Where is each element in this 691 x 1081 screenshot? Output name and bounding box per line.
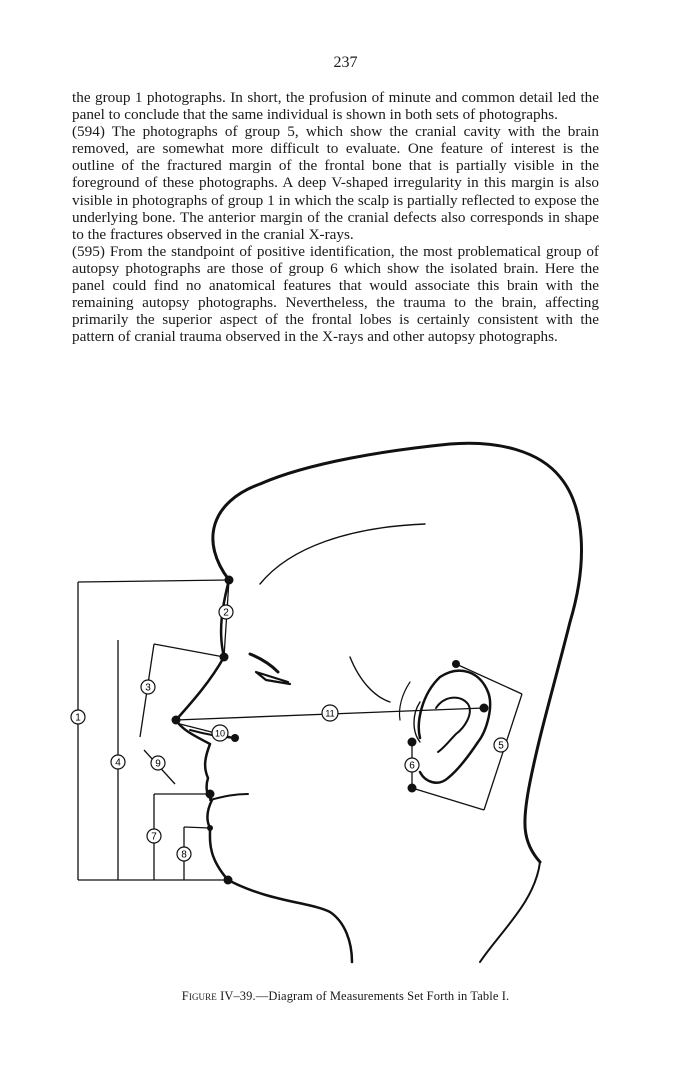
figure-caption xyxy=(0,989,691,1004)
jaw-line xyxy=(399,682,410,720)
label-6 xyxy=(405,758,419,772)
figure-label: Figure IV–39. xyxy=(181,989,256,1003)
svg-text:7: 7 xyxy=(151,831,157,843)
label-9 xyxy=(151,756,165,770)
label-10 xyxy=(212,725,228,741)
eye xyxy=(256,672,290,684)
hair-outline xyxy=(213,443,582,862)
svg-text:5: 5 xyxy=(498,740,504,752)
head-profile-diagram xyxy=(60,432,640,972)
eyebrow xyxy=(250,654,278,672)
figure-caption-text: —Diagram of Measurements Set Forth in Table I. xyxy=(255,989,510,1003)
svg-text:3: 3 xyxy=(145,682,151,694)
label-3 xyxy=(141,680,155,694)
ear-inner xyxy=(436,698,470,752)
paragraph-595: (595) From the standpoint of positive identification, the most problematical group of autopsy photographs are those of group 6 which show the isolated brain. Here the panel could find no anatomical features that would associate this brain with the remaining autopsy photographs. Nevertheless, the trauma to the brain, affecting primarily the superior aspect of the frontal lobes is certainly consistent with the pattern of cranial trauma observed in the X-rays and other autopsy photographs. xyxy=(72,242,599,346)
label-8 xyxy=(177,847,191,861)
svg-text:11: 11 xyxy=(325,708,335,719)
page-number: 237 xyxy=(333,54,358,71)
svg-text:2: 2 xyxy=(223,607,229,619)
body-text xyxy=(72,89,599,345)
svg-text:8: 8 xyxy=(181,849,187,861)
label-2 xyxy=(219,605,233,619)
label-7 xyxy=(147,829,161,843)
svg-text:6: 6 xyxy=(409,760,415,772)
mouth xyxy=(210,794,248,800)
svg-text:1: 1 xyxy=(75,712,81,724)
hairline xyxy=(260,524,425,584)
label-5 xyxy=(494,738,508,752)
svg-text:9: 9 xyxy=(155,758,161,770)
label-4 xyxy=(111,755,125,769)
label-11 xyxy=(322,705,338,721)
label-1 xyxy=(71,710,85,724)
svg-text:4: 4 xyxy=(115,757,121,769)
face-profile xyxy=(176,580,352,962)
svg-text:10: 10 xyxy=(214,728,226,739)
sideburn-line xyxy=(350,657,390,702)
back-neck xyxy=(480,862,540,962)
ear-outline xyxy=(419,671,490,783)
measurement-labels xyxy=(71,605,508,861)
paragraph-continued: the group 1 photographs. In short, the profusion of minute and common detail led the panel to conclude that the same individual is shown in both sets of photographs. xyxy=(72,89,599,124)
paragraph-594: (594) The photographs of group 5, which show the cranial cavity with the brain removed, are somewhat more difficult to evaluate. One feature of interest is the outline of the fractured margin of the frontal bone that is partially visible in the foreground of these photographs. A deep V-shaped irregularity in this margin is also visible in photographs of group 1 in which the scalp is partially reflected to expose the underlying bone. The anterior margin of the cranial defects also corresponds in shape to the fractures observed in the cranial X-rays. xyxy=(72,123,599,243)
